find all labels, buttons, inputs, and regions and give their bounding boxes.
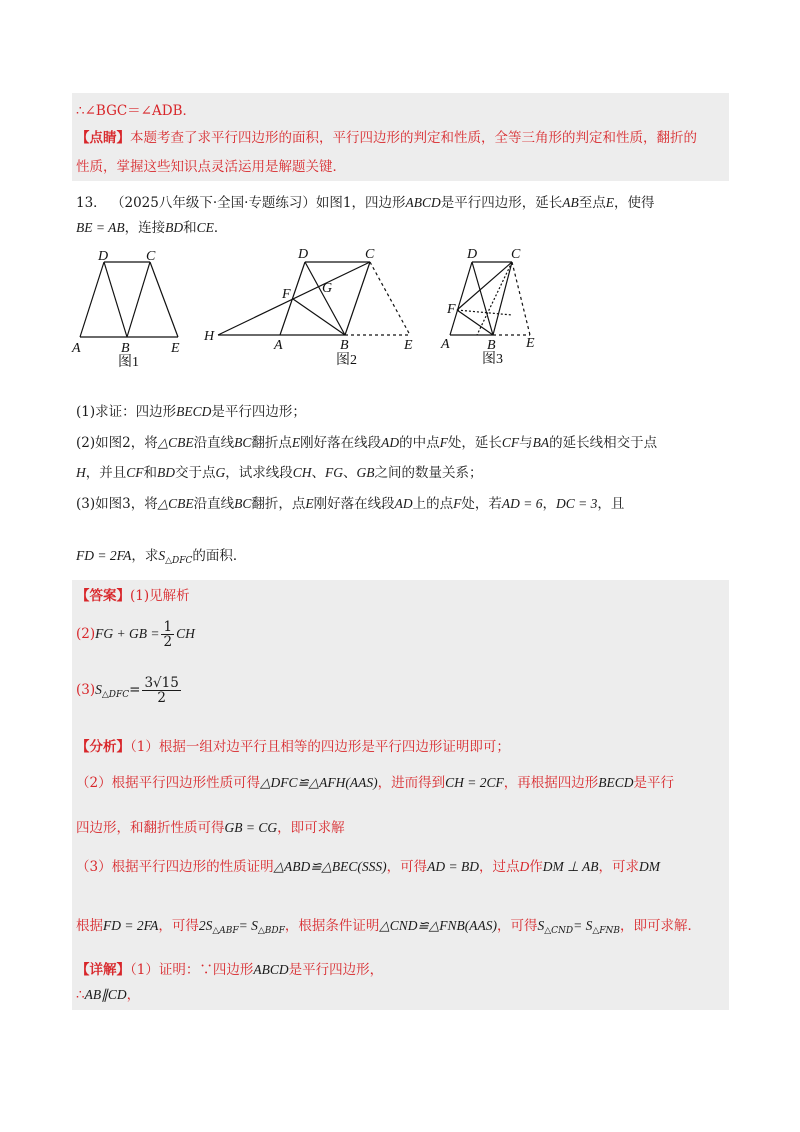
area-eq: = S <box>238 918 258 933</box>
comment-line-1 <box>76 128 697 148</box>
seg-ad: AD <box>381 435 400 450</box>
fig3-label-a: A <box>441 337 450 352</box>
fig1-label-c: C <box>146 249 156 264</box>
perp-dm-ab: DM ⊥ AB <box>542 859 599 874</box>
seg-cf: CF <box>501 435 520 450</box>
analysis-text: 四边形，和翻折性质可得 <box>76 820 225 836</box>
q-text: ，且 <box>597 496 625 512</box>
analysis-text: ，过点 <box>479 859 520 875</box>
point-e: E <box>305 496 314 511</box>
q-text: 刚好落在线段 <box>313 496 395 512</box>
quad-becd: BECD <box>176 404 212 419</box>
analysis-text: ，即可求解 <box>277 820 345 836</box>
area-sub: △BDF <box>257 926 285 936</box>
q-text: 交于点 <box>175 465 216 481</box>
area-s: S <box>158 548 166 563</box>
fig2-label-d: D <box>298 247 309 262</box>
problem-number: 13． <box>76 195 107 211</box>
q-text: 翻折，点 <box>251 496 306 512</box>
q-text: 之间的数量关系； <box>374 465 483 481</box>
analysis-line-2 <box>76 773 674 793</box>
q-text: 的中点 <box>399 435 440 451</box>
answer-1: (1)见解析 <box>130 588 190 604</box>
quad-abcd: ABCD <box>253 962 289 977</box>
problem-text: 和 <box>183 220 197 236</box>
answer-2-fraction <box>161 620 174 649</box>
q-text: ， <box>542 496 556 512</box>
q-text: (2)如图2，将 <box>76 435 158 451</box>
detail-line-1 <box>76 960 383 980</box>
q-text: (3)如图3，将 <box>76 496 158 512</box>
figures-svg <box>0 240 800 375</box>
fig2-caption: 图2 <box>336 353 357 368</box>
analysis-text: 根据 <box>76 918 103 934</box>
analysis-text: ，可得 <box>386 859 428 875</box>
seg-bd: BD <box>157 465 176 480</box>
q-text: 与 <box>519 435 533 451</box>
figure-1 <box>80 262 178 337</box>
congruence-abd-bec: △ABD≌△BEC(SSS) <box>273 859 387 874</box>
area-eq: = S <box>573 918 593 933</box>
quad-becd: BECD <box>598 775 634 790</box>
seg-bc: BC <box>234 435 252 450</box>
question-2-line-1 <box>76 433 657 453</box>
seg-ch: CH <box>292 465 312 480</box>
analysis-text: ，再根据四边形 <box>503 775 599 791</box>
fig3-label-d: D <box>467 247 478 262</box>
q-text: 处，若 <box>461 496 502 512</box>
fig1-label-d: D <box>98 249 109 264</box>
figure-2 <box>218 262 410 335</box>
point-g: G <box>215 465 226 480</box>
detail-text: ， <box>126 987 141 1003</box>
fig2-label-c: C <box>365 247 375 262</box>
analysis-text: ，可求 <box>598 859 640 875</box>
q-text: 翻折点 <box>251 435 292 451</box>
fig1-label-e: E <box>171 341 180 356</box>
answer-3-s: S <box>95 682 102 697</box>
fig1-label-b: B <box>121 341 130 356</box>
q-text: 的面积． <box>192 548 247 564</box>
q-text: ，并且 <box>85 465 127 481</box>
problem-line-2 <box>76 218 227 238</box>
area-2s: 2S <box>198 918 213 933</box>
analysis-tag: 【分析】 <box>76 739 130 755</box>
fig3-caption: 图3 <box>482 352 503 367</box>
fig2-label-f: F <box>282 287 291 302</box>
analysis-text: ，即可求解． <box>620 918 702 934</box>
eq-fd-2fa: FD = 2FA <box>103 918 159 933</box>
fig2-label-e: E <box>404 338 413 353</box>
analysis-text: ，进而得到 <box>377 775 446 791</box>
problem-source: （2025八年级下·全国·专题练习）如图1，四边形 <box>110 195 406 211</box>
q-text: 沿直线 <box>193 496 235 512</box>
point-d: D <box>519 859 530 874</box>
analysis-text: ，可得 <box>158 918 199 934</box>
analysis-line-3 <box>76 818 345 838</box>
seg-cf: CF <box>126 465 144 480</box>
problem-text: ，使得 <box>614 195 655 211</box>
q-text: ，试求线段 <box>225 465 293 481</box>
fig2-label-g: G <box>322 281 333 296</box>
fig3-label-e: E <box>526 336 535 351</box>
eq-dc-3: DC = 3 <box>555 496 598 511</box>
conclusion-line: ∴∠BGC＝∠ADB． <box>76 103 196 119</box>
analysis-text: 作 <box>529 859 543 875</box>
detail-text: （1）证明：∵四边形 <box>130 962 254 978</box>
analysis-text: ，根据条件证明 <box>284 918 380 934</box>
seg-bd: BD <box>165 220 184 235</box>
q-text: 处，延长 <box>447 435 502 451</box>
question-1 <box>76 402 306 422</box>
seg-ce: CE <box>196 220 214 235</box>
detail-text: 是平行四边形， <box>288 962 384 978</box>
eq-ch-2cf: CH = 2CF <box>445 775 504 790</box>
fig3-label-f: F <box>447 302 456 317</box>
point-f: F <box>439 435 448 450</box>
analysis-line-5 <box>76 916 701 941</box>
question-3-line-2 <box>76 546 246 571</box>
answer-2-label: (2) <box>76 626 96 642</box>
tri-cbe: △CBE <box>157 496 194 511</box>
analysis-text: 是平行 <box>633 775 675 791</box>
analysis-line-1 <box>76 737 510 757</box>
seg-ad: AD <box>394 496 413 511</box>
fig2-label-h: H <box>204 329 215 344</box>
analysis-text: （3）根据平行四边形的性质证明 <box>76 859 274 875</box>
point-f: F <box>453 496 462 511</box>
area-sub: △ABF <box>212 926 239 936</box>
q-text: ，求 <box>131 548 159 564</box>
detail-text: ∴ <box>76 987 85 1003</box>
problem-text: 是平行四边形，延长 <box>440 195 563 211</box>
answer-2-lhs: FG + GB = <box>95 626 160 641</box>
area-sub: △FNB <box>592 926 621 936</box>
q-text: 刚好落在线段 <box>300 435 382 451</box>
fig3-label-c: C <box>511 247 521 262</box>
fig1-caption: 图1 <box>118 355 139 370</box>
area-sub: △CND <box>544 926 574 936</box>
area-sub: △DFC <box>165 556 193 566</box>
answer-tag: 【答案】 <box>76 588 130 604</box>
point-h: H <box>76 465 86 480</box>
comment-line-2: 性质，掌握这些知识点灵活运用是解题关键． <box>76 159 346 175</box>
answer-3-sub: △DFC <box>101 690 130 700</box>
problem-text: ，连接 <box>124 220 166 236</box>
parallel-ab-cd: AB∥CD <box>84 987 127 1002</box>
figure-3 <box>450 262 530 335</box>
q-text: 上的点 <box>412 496 454 512</box>
tri-cbe: △CBE <box>157 435 194 450</box>
fig2-label-b: B <box>340 338 349 353</box>
problem-line-1 <box>76 193 655 213</box>
seg-fg: FG <box>325 465 344 480</box>
answer-line-1 <box>76 586 190 606</box>
frac-den: 2 <box>157 690 166 706</box>
seg-dm: DM <box>639 859 661 874</box>
seg-gb: GB <box>356 465 375 480</box>
frac-num: 3√15 <box>144 675 179 691</box>
question-3-line-1 <box>76 494 624 514</box>
detail-tag: 【详解】 <box>76 962 130 978</box>
point-e: E <box>605 195 615 210</box>
analysis-text: ，可得 <box>496 918 538 934</box>
point-e: E <box>291 435 301 450</box>
frac-den: 2 <box>163 634 173 650</box>
congruence-dfc-afh: △DFC≌△AFH(AAS) <box>260 775 378 790</box>
analysis-text: （2）根据平行四边形性质可得 <box>76 775 261 791</box>
q-text: 是平行四边形； <box>211 404 306 420</box>
eq-fd-2fa: FD = 2FA <box>76 548 132 563</box>
seg-ab: AB <box>562 195 579 210</box>
detail-line-2 <box>76 985 140 1005</box>
question-2-line-2 <box>76 463 483 483</box>
eq-be-ab: BE = AB <box>76 220 125 235</box>
answer-3-label: (3) <box>76 682 96 698</box>
problem-text: 至点 <box>578 195 606 211</box>
eq-ad-bd: AD = BD <box>427 859 480 874</box>
q-text: 的延长线相交于点 <box>549 435 658 451</box>
seg-bc: BC <box>234 496 252 511</box>
eq-gb-cg: GB = CG <box>224 820 278 835</box>
answer-2-rhs: CH <box>176 626 195 641</box>
problem-text: ． <box>213 220 228 236</box>
seg-ba: BA <box>532 435 550 450</box>
q-text: 、 <box>311 465 326 481</box>
answer-line-2 <box>76 620 195 649</box>
comment-tag: 【点睛】 <box>76 130 130 146</box>
answer-line-3 <box>76 676 183 705</box>
q-text: 沿直线 <box>193 435 235 451</box>
frac-num: 1 <box>163 619 173 635</box>
fig3-label-b: B <box>487 338 496 353</box>
fig1-label-a: A <box>72 341 81 356</box>
analysis-p1: （1）根据一组对边平行且相等的四边形是平行四边形证明即可； <box>130 739 510 755</box>
comment-text-1: 本题考查了求平行四边形的面积，平行四边形的判定和性质，全等三角形的判定和性质，翻折的 <box>130 130 697 146</box>
fig2-label-a: A <box>274 338 283 353</box>
area-s: S <box>537 918 545 933</box>
analysis-line-4 <box>76 857 660 877</box>
q-text: (1)求证：四边形 <box>76 404 177 420</box>
q-text: 、 <box>343 465 357 481</box>
answer-3-eq: = <box>129 682 141 698</box>
q-text: 和 <box>143 465 158 481</box>
congruence-cnd-fnb: △CND≌△FNB(AAS) <box>379 918 497 933</box>
answer-3-fraction <box>142 676 180 705</box>
quad-abcd: ABCD <box>405 195 441 210</box>
eq-ad-6: AD = 6 <box>501 496 543 511</box>
